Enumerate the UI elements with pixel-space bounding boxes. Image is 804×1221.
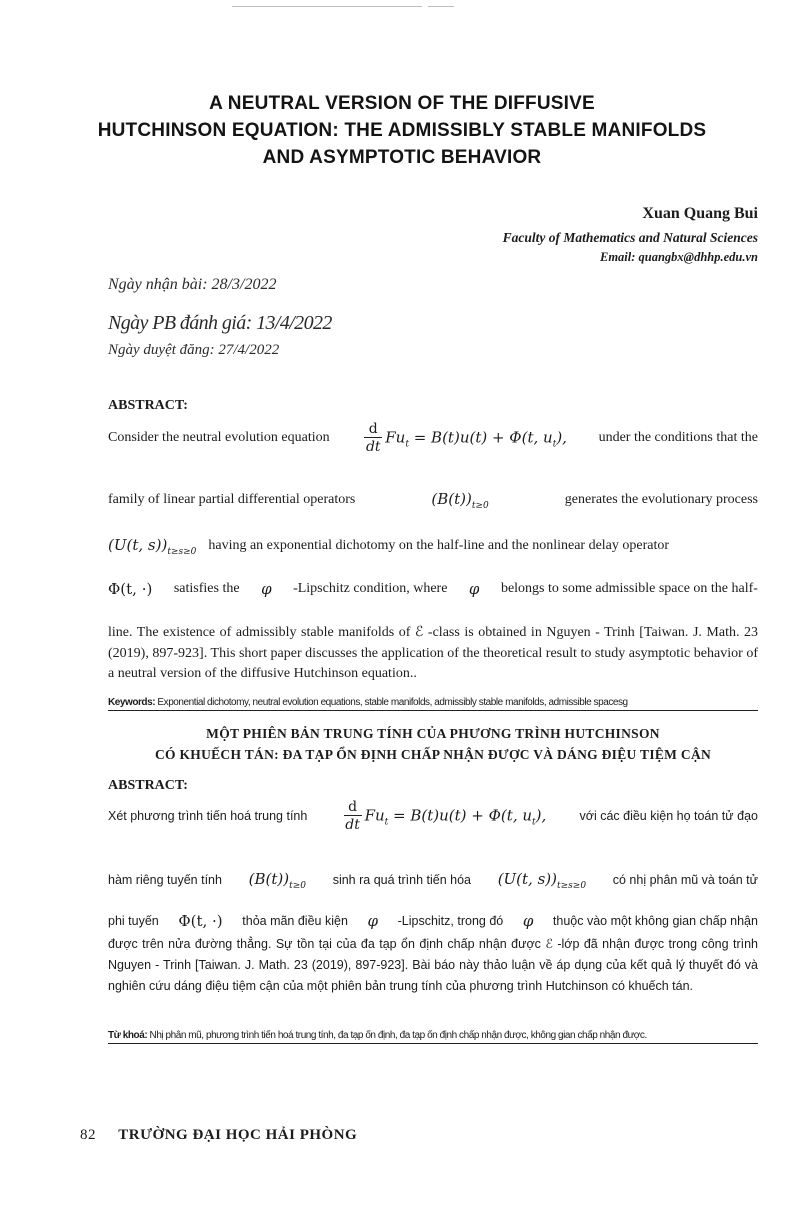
- phi-symbol: φ: [468, 580, 480, 598]
- evolution-process: (U(t, $s))_{t\ge s\ge 0}$: [497, 869, 587, 891]
- author-affiliation: Faculty of Mathematics and Natural Sciences: [502, 230, 758, 245]
- vi-text: với các điều kiện họ toán tử đạo: [579, 809, 758, 823]
- date-reviewed: Ngày PB đánh giá: 13/4/2022: [108, 312, 332, 334]
- phi-symbol: φ: [261, 580, 272, 598]
- vi-text: thuộc vào một không gian chấp nhận: [552, 914, 758, 928]
- vi-keywords-text: Nhị phân mũ, phương trình tiến hoá trung tính, đa tạp ổn định, đa tạp ổn định chấp nhận được, không gian chấp nhận được.: [149, 1030, 647, 1041]
- title-line: AND ASYMPTOTIC BEHAVIOR: [262, 147, 542, 168]
- vi-abstract-line: [108, 796, 758, 836]
- vi-abstract-body: được trên nửa đường thẳng. Sự tồn tại của đa tạp ổn định chấp nhận được ℰ -lớp đã nhận được trong công trình Nguyen - Trinh [Taiwan. J. Math. 23 (2019), 897-923]. Bài báo này thảo luận về áp dụng của kết quả lý thuyết đó và nghiên cứu dáng điệu tiệm cận của một phiên bản trung tính của phương trình Hutchinson có khuếch tán.: [108, 937, 758, 993]
- abstract-text: family of linear partial differential operators: [108, 492, 356, 507]
- journal-name: TRƯỜNG ĐẠI HỌC HẢI PHÒNG: [118, 1127, 358, 1143]
- header-rule: [232, 6, 422, 7]
- abstract-heading: ABSTRACT:: [108, 398, 188, 413]
- page-footer: [80, 1127, 357, 1144]
- neutral-equation: $\frac{d}{dt}$ $Fu_t = B(t)u(t) + \Phi(t$, $u_t$),: [365, 420, 567, 455]
- abstract-text: satisfies the: [173, 581, 240, 596]
- abstract-line: [108, 532, 758, 560]
- abstract-line: [108, 486, 758, 514]
- abstract-body: line. The existence of admissibly stable manifolds of ℰ -class is obtained in Nguyen - Trinh [Taiwan. J. Math. 23 (2019), 897-923]. This short paper discusses the application of the theoretical result to study asymptotic behavior of a neutral version of the diffusive Hutchinson equation..: [108, 625, 758, 681]
- keywords-line: [108, 697, 758, 711]
- abstract-line: [108, 418, 758, 458]
- phi-symbol: φ: [522, 912, 534, 930]
- date-accepted: Ngày duyệt đăng: 27/4/2022: [108, 342, 280, 358]
- vi-text: sinh ra quá trình tiến hóa: [332, 873, 471, 887]
- title-line: CÓ KHUẾCH TÁN: ĐA TẠP ỔN ĐỊNH CHẤP NHẬN ĐƯỢC VÀ DÁNG ĐIỆU TIỆM CẬN: [154, 747, 712, 762]
- abstract-text: belongs to some admissible space on the half-: [500, 581, 758, 596]
- vietnamese-title: [108, 723, 758, 765]
- keywords-label: Keywords:: [108, 697, 156, 708]
- header-rule: [428, 6, 454, 7]
- vi-keywords-label: Từ khoá:: [108, 1030, 148, 1041]
- keywords-text: Exponential dichotomy, neutral evolution equations, stable manifolds, admissibly stable manifolds, admissible spacesg: [157, 697, 628, 708]
- vi-text: -Lipschitz, trong đó: [397, 914, 504, 928]
- delay-operator: Φ(t, ·): [108, 580, 153, 598]
- date-received: Ngày nhận bài: 28/3/2022: [108, 276, 277, 293]
- title-line: MỘT PHIÊN BẢN TRUNG TÍNH CỦA PHƯƠNG TRÌNH HUTCHINSON: [206, 726, 660, 741]
- phi-symbol: φ: [367, 912, 379, 930]
- vi-text: hàm riêng tuyến tính: [108, 873, 222, 887]
- title-line: A NEUTRAL VERSION OF THE DIFFUSIVE: [209, 93, 595, 114]
- vi-text: có nhị phân mũ và toán tử: [612, 873, 758, 887]
- abstract-text: generates the evolutionary process: [564, 492, 758, 507]
- vi-text: thỏa mãn điều kiện: [242, 914, 348, 928]
- author-name: Xuan Quang Bui: [642, 205, 758, 222]
- author-email: Email: quangbx@dhhp.edu.vn: [599, 250, 758, 264]
- title-line: HUTCHINSON EQUATION: THE ADMISSIBLY STABLE MANIFOLDS: [97, 120, 707, 141]
- abstract-text: having an exponential dichotomy on the half-line and the nonlinear delay operator: [208, 538, 670, 553]
- vi-text: Xét phương trình tiến hoá trung tính: [108, 809, 308, 823]
- vi-abstract-heading: ABSTRACT:: [108, 778, 188, 793]
- abstract-text: under the conditions that the: [598, 430, 758, 445]
- abstract-line: [108, 577, 758, 601]
- paper-title: [70, 90, 734, 171]
- vi-keywords-line: [108, 1030, 758, 1044]
- vi-abstract-line: [108, 909, 758, 933]
- abstract-text: -Lipschitz condition, where: [293, 581, 448, 596]
- operator-family: $(B(t))_{t\ge 0}$: [248, 869, 307, 891]
- neutral-equation: $\frac{d}{dt}$ $Fu_t = B(t)u(t) + \Phi(t$, $u_t$),: [345, 798, 547, 833]
- page-number: 82: [80, 1127, 96, 1143]
- vi-text: phi tuyến: [108, 914, 159, 928]
- delay-operator: Φ(t, ·): [178, 912, 223, 930]
- abstract-text: Consider the neutral evolution equation: [108, 430, 330, 445]
- operator-family: $(B(t))_{t\ge 0}$: [431, 489, 489, 511]
- vi-abstract-line: [108, 866, 758, 894]
- evolution-process: (U(t, $s))_{t\ge s\ge 0}$: [108, 535, 197, 557]
